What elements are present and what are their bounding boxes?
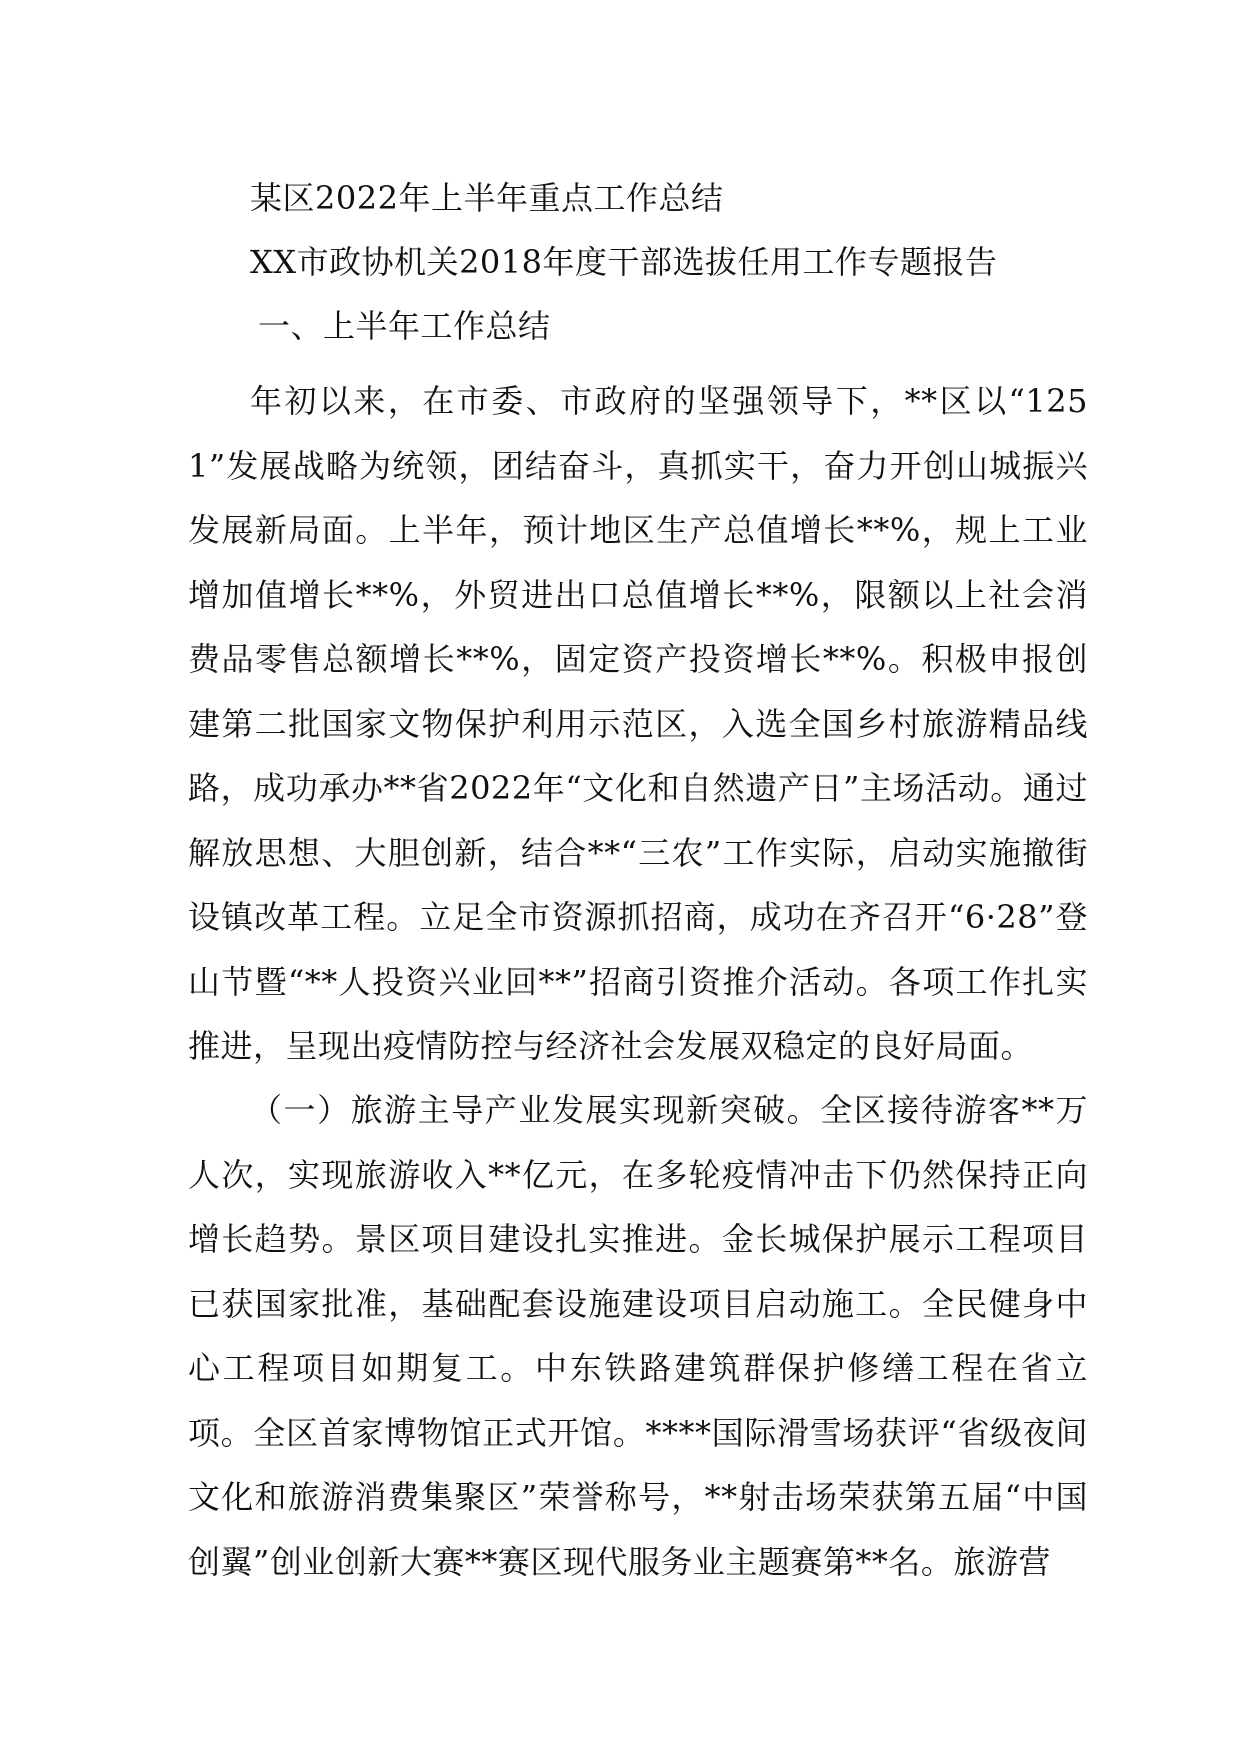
paragraph-overview: 年初以来，在市委、市政府的坚强领导下，**区以“1251”发展战略为统领，团结奋斗，真抓实干，奋力开创山城振兴发展新局面。上半年，预计地区生产总值增长**%，规上工业增加值增长**%，外贸进出口总值增长**%，限额以上社会消费品零售总额增长**%，固定资产投资增长**%。积极申报创建第二批国家文物保护利用示范区，入选全国乡村旅游精品线路，成功承办**省2022年“文化和自然遗产日”主场活动。通过解放思想、大胆创新，结合**“三农”工作实际，启动实施撤街设镇改革工程。立足全市资源抓招商，成功在齐召开“6·28”登山节暨“**人投资兴业回**”招商引资推介活动。各项工作扎实推进，呈现出疫情防控与经济社会发展双稳定的良好局面。 [188, 382, 1088, 1065]
paragraph-tourism: （一）旅游主导产业发展实现新突破。全区接待游客**万人次，实现旅游收入**亿元，在多轮疫情冲击下仍然保持正向增长趋势。景区项目建设扎实推进。金长城保护展示工程项目已获国家批准，基础配套设施建设项目启动施工。全民健身中心工程项目如期复工。中东铁路建筑群保护修缮工程在省立项。全区首家博物馆正式开馆。****国际滑雪场获评“省级夜间文化和旅游消费集聚区”荣誉称号，**射击场荣获第五届“中国创翼”创业创新大赛**赛区现代服务业主题赛第**名。旅游营 [188, 1091, 1088, 1581]
document-title-line-1: 某区2022年上半年重点工作总结 [250, 179, 724, 217]
document-title-line-2: XX市政协机关2018年度干部选拔任用工作专题报告 [250, 243, 998, 281]
section-heading: 一、上半年工作总结 [258, 307, 551, 345]
